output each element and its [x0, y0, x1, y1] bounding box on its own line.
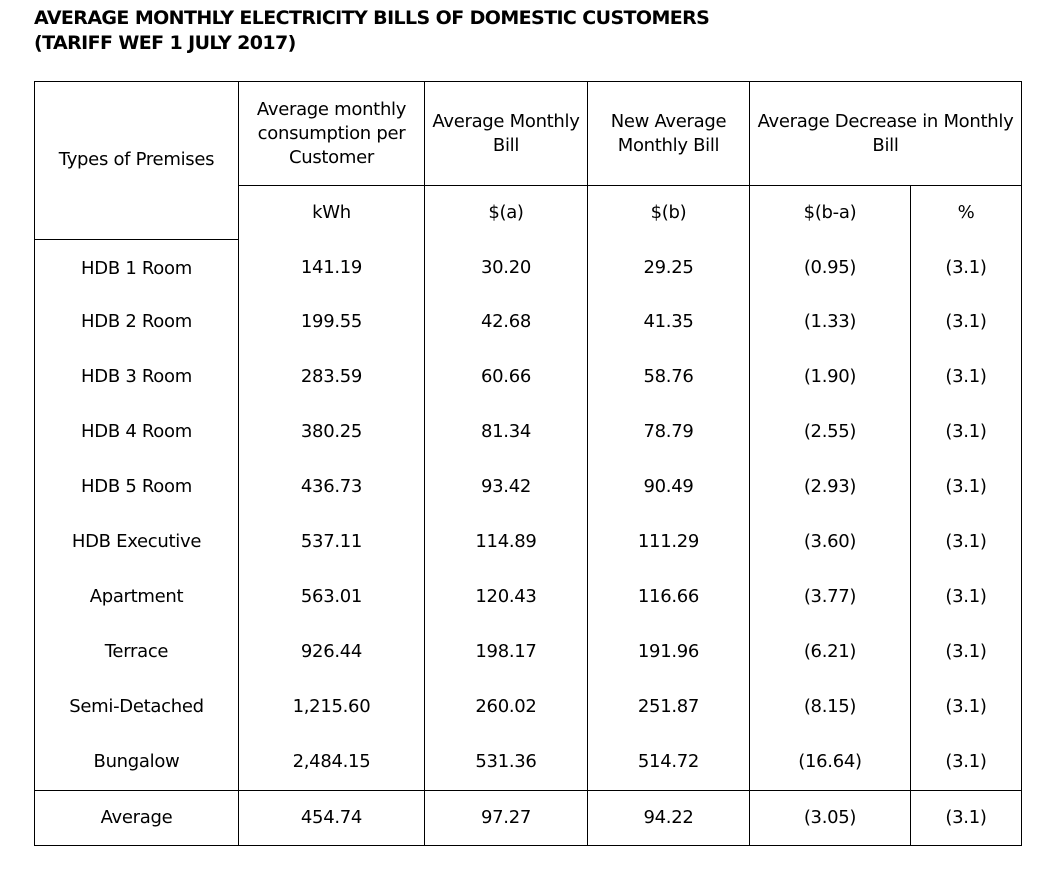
premises-cell: HDB 3 Room	[35, 350, 239, 405]
decrease-cell: (1.90)	[750, 350, 911, 405]
percent-cell: (3.1)	[911, 405, 1022, 460]
average-bill-cell: 30.20	[425, 239, 588, 295]
premises-cell: HDB 2 Room	[35, 295, 239, 350]
average-row	[35, 790, 1022, 845]
premises-cell: Bungalow	[35, 735, 239, 791]
average-bill-cell: 42.68	[425, 295, 588, 350]
new-bill-cell: 514.72	[588, 735, 750, 791]
premises-cell: Apartment	[35, 570, 239, 625]
average-bill-cell: 114.89	[425, 515, 588, 570]
table-row	[35, 350, 1022, 405]
unit-decrease-amount: $(b-a)	[750, 186, 911, 240]
decrease-cell: (2.55)	[750, 405, 911, 460]
premises-cell: HDB Executive	[35, 515, 239, 570]
kwh-cell: 380.25	[239, 405, 425, 460]
percent-cell: (3.1)	[911, 570, 1022, 625]
decrease-cell: (0.95)	[750, 239, 911, 295]
new-bill-cell: 251.87	[588, 680, 750, 735]
decrease-cell: (6.21)	[750, 625, 911, 680]
kwh-cell: 537.11	[239, 515, 425, 570]
title-line-2: (TARIFF WEF 1 JULY 2017)	[34, 32, 296, 54]
average-percent-cell: (3.1)	[911, 790, 1022, 845]
document-title	[34, 6, 1034, 56]
kwh-cell: 563.01	[239, 570, 425, 625]
premises-cell: HDB 5 Room	[35, 460, 239, 515]
new-bill-cell: 116.66	[588, 570, 750, 625]
decrease-cell: (3.60)	[750, 515, 911, 570]
average-new-bill-cell: 94.22	[588, 790, 750, 845]
table-row	[35, 460, 1022, 515]
unit-new-average-bill: $(b)	[588, 186, 750, 240]
percent-cell: (3.1)	[911, 295, 1022, 350]
percent-cell: (3.1)	[911, 460, 1022, 515]
table-row	[35, 625, 1022, 680]
premises-cell: Semi-Detached	[35, 680, 239, 735]
percent-cell: (3.1)	[911, 735, 1022, 791]
kwh-cell: 2,484.15	[239, 735, 425, 791]
decrease-cell: (8.15)	[750, 680, 911, 735]
decrease-cell: (16.64)	[750, 735, 911, 791]
kwh-cell: 199.55	[239, 295, 425, 350]
table-row	[35, 735, 1022, 791]
percent-cell: (3.1)	[911, 350, 1022, 405]
new-bill-cell: 78.79	[588, 405, 750, 460]
table-row	[35, 239, 1022, 295]
table-row	[35, 680, 1022, 735]
kwh-cell: 926.44	[239, 625, 425, 680]
premises-cell: Terrace	[35, 625, 239, 680]
title-line-1: AVERAGE MONTHLY ELECTRICITY BILLS OF DOMESTIC CUSTOMERS	[34, 7, 710, 29]
percent-cell: (3.1)	[911, 680, 1022, 735]
kwh-cell: 436.73	[239, 460, 425, 515]
percent-cell: (3.1)	[911, 239, 1022, 295]
header-premises: Types of Premises	[35, 82, 239, 240]
average-avg-bill-cell: 97.27	[425, 790, 588, 845]
electricity-bills-table	[34, 81, 1022, 846]
average-bill-cell: 60.66	[425, 350, 588, 405]
premises-cell: HDB 1 Room	[35, 239, 239, 295]
decrease-cell: (3.77)	[750, 570, 911, 625]
average-kwh-cell: 454.74	[239, 790, 425, 845]
percent-cell: (3.1)	[911, 625, 1022, 680]
new-bill-cell: 191.96	[588, 625, 750, 680]
decrease-cell: (1.33)	[750, 295, 911, 350]
new-bill-cell: 111.29	[588, 515, 750, 570]
average-bill-cell: 198.17	[425, 625, 588, 680]
decrease-cell: (2.93)	[750, 460, 911, 515]
average-decrease-cell: (3.05)	[750, 790, 911, 845]
new-bill-cell: 90.49	[588, 460, 750, 515]
premises-cell: HDB 4 Room	[35, 405, 239, 460]
header-average-bill: Average Monthly Bill	[425, 82, 588, 186]
header-average-decrease: Average Decrease in Monthly Bill	[750, 82, 1022, 186]
unit-kwh: kWh	[239, 186, 425, 240]
percent-cell: (3.1)	[911, 515, 1022, 570]
unit-decrease-percent: %	[911, 186, 1022, 240]
unit-average-bill: $(a)	[425, 186, 588, 240]
new-bill-cell: 41.35	[588, 295, 750, 350]
average-bill-cell: 120.43	[425, 570, 588, 625]
table-row	[35, 515, 1022, 570]
new-bill-cell: 29.25	[588, 239, 750, 295]
average-bill-cell: 260.02	[425, 680, 588, 735]
header-new-average-bill: New Average Monthly Bill	[588, 82, 750, 186]
table-row	[35, 570, 1022, 625]
kwh-cell: 283.59	[239, 350, 425, 405]
header-row	[35, 82, 1022, 186]
average-bill-cell: 81.34	[425, 405, 588, 460]
kwh-cell: 141.19	[239, 239, 425, 295]
kwh-cell: 1,215.60	[239, 680, 425, 735]
table-row	[35, 295, 1022, 350]
header-consumption: Average monthly consumption per Customer	[239, 82, 425, 186]
table-row	[35, 405, 1022, 460]
average-label-cell: Average	[35, 790, 239, 845]
average-bill-cell: 531.36	[425, 735, 588, 791]
average-bill-cell: 93.42	[425, 460, 588, 515]
new-bill-cell: 58.76	[588, 350, 750, 405]
